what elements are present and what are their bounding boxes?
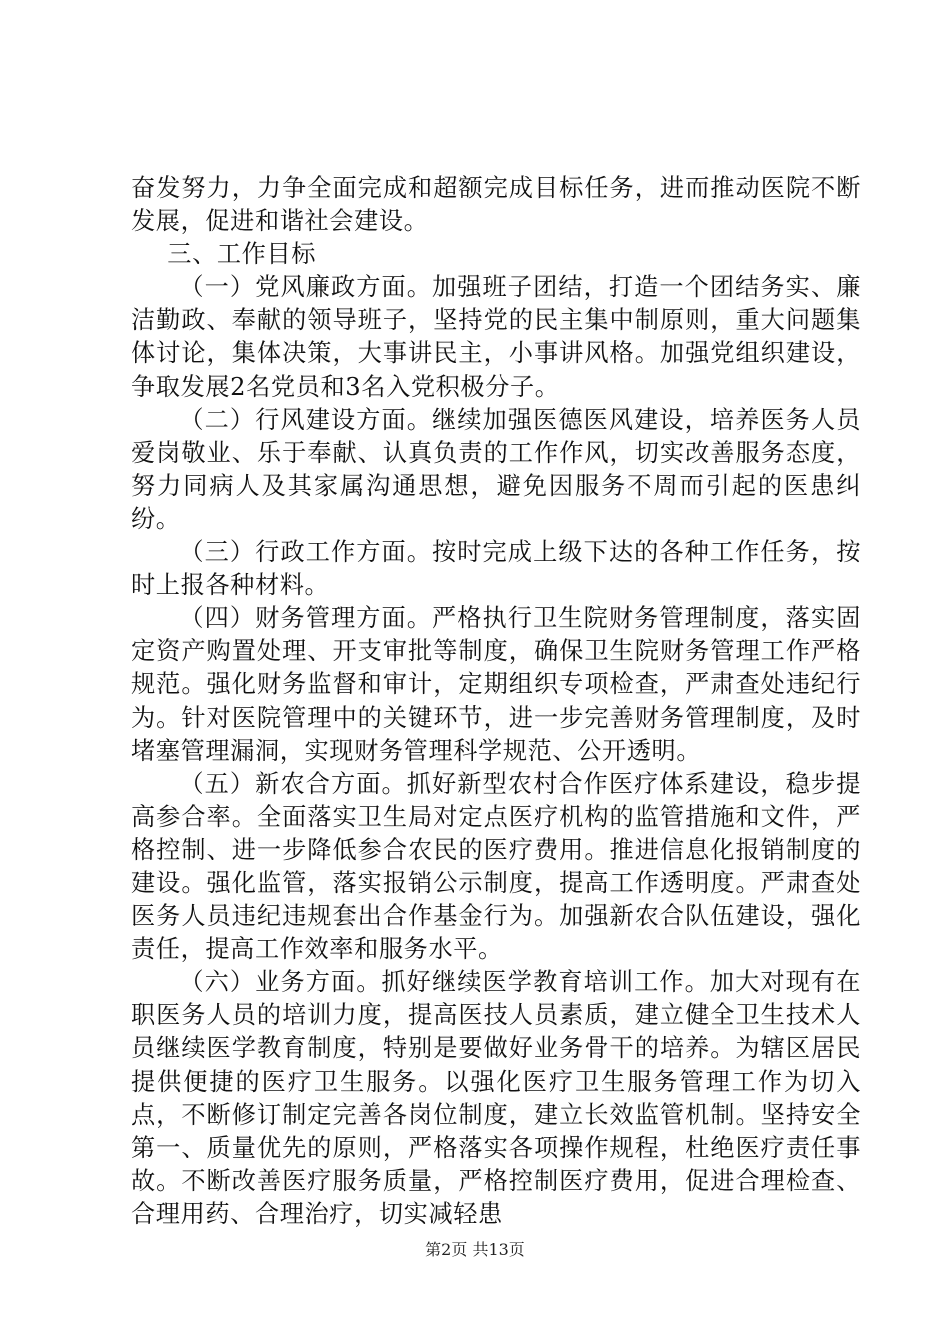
document-body — [131, 172, 861, 1231]
paragraph-administrative-work: （三）行政工作方面。按时完成上级下达的各种工作任务，按时上报各种材料。 — [131, 538, 861, 600]
paragraph-financial-management: （四）财务管理方面。严格执行卫生院财务管理制度，落实固定资产购置处理、开支审批等制度，确保卫生院财务管理工作严格规范。强化财务监督和审计，定期组织专项检查，严肃查处违纪行为。针对医院管理中的关键环节，进一步完善财务管理制度，及时堵塞管理漏洞，实现财务管理科学规范、公开透明。 — [131, 604, 861, 765]
page-number-footer: 第2页 共13页 — [425, 1240, 525, 1259]
section-heading-work-goals: 三、工作目标 — [167, 240, 317, 269]
paragraph-continuation: 奋发努力，力争全面完成和超额完成目标任务，进而推动医院不断发展，促进和谐社会建设。 — [131, 174, 861, 236]
paragraph-rural-cooperative-medical: （五）新农合方面。抓好新型农村合作医疗体系建设，稳步提高参合率。全面落实卫生局对定点医疗机构的监管措施和文件，严格控制、进一步降低参合农民的医疗费用。推进信息化报销制度的建设。强化监管，落实报销公示制度，提高工作透明度。严肃查处医务人员违纪违规套出合作基金行为。加强新农合队伍建设，强化责任，提高工作效率和服务水平。 — [131, 769, 861, 964]
paragraph-conduct-building: （二）行风建设方面。继续加强医德医风建设，培养医务人员爱岗敬业、乐于奉献、认真负责的工作作风，切实改善服务态度，努力同病人及其家属沟通思想，避免因服务不周而引起的医患纠纷。 — [131, 405, 861, 533]
paragraph-party-integrity: （一）党风廉政方面。加强班子团结，打造一个团结务实、廉洁勤政、奉献的领导班子，坚持党的民主集中制原则，重大问题集体讨论，集体决策，大事讲民主，小事讲风格。加强党组织建设，争取发展2名党员和3名入党积极分子。 — [131, 273, 861, 401]
paragraph-business: （六）业务方面。抓好继续医学教育培训工作。加大对现有在职医务人员的培训力度，提高医技人员素质，建立健全卫生技术人员继续医学教育制度，特别是要做好业务骨干的培养。为辖区居民提供便捷的医疗卫生服务。以强化医疗卫生服务管理工作为切入点，不断修订制定完善各岗位制度，建立长效监管机制。坚持安全第一、质量优先的原则，严格落实各项操作规程，杜绝医疗责任事故。不断改善医疗服务质量，严格控制医疗费用，促进合理检查、合理用药、合理治疗，切实减轻患 — [131, 968, 861, 1228]
